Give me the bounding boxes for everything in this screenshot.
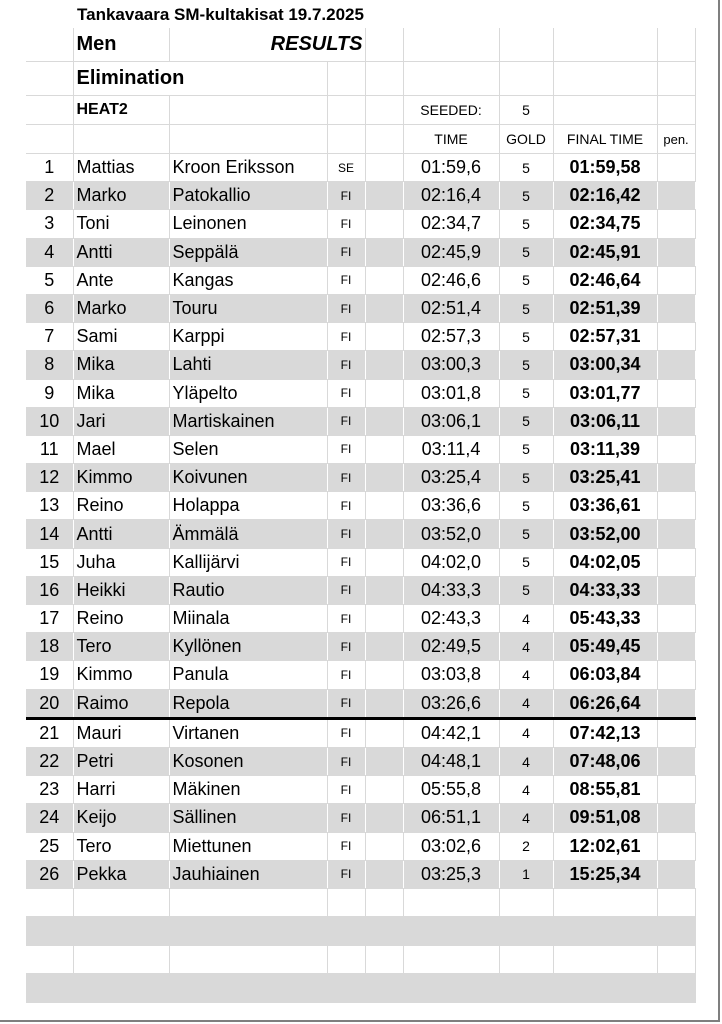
country-cell: FI (327, 210, 365, 238)
last-name-cell: Patokallio (169, 182, 327, 210)
first-name-cell: Tero (73, 633, 169, 661)
final-time-cell: 05:43,33 (553, 605, 657, 633)
country-cell: FI (327, 860, 365, 888)
time-cell: 02:51,4 (403, 294, 499, 322)
result-row (26, 605, 695, 633)
result-row (26, 435, 695, 463)
blank-cell (365, 661, 403, 689)
penalty-cell (657, 266, 695, 294)
first-name-cell: Mika (73, 379, 169, 407)
penalty-cell (657, 633, 695, 661)
result-row (26, 718, 695, 747)
rank-cell: 14 (26, 520, 73, 548)
last-name-cell: Koivunen (169, 464, 327, 492)
last-name-cell: Holappa (169, 492, 327, 520)
penalty-column-header: pen. (657, 125, 695, 154)
gold-cell: 5 (499, 266, 553, 294)
penalty-cell (657, 776, 695, 804)
last-name-cell: Kangas (169, 266, 327, 294)
seeded-label: SEEDED: (403, 96, 499, 125)
gold-cell: 1 (499, 860, 553, 888)
blank-cell (365, 689, 403, 718)
penalty-cell (657, 747, 695, 775)
rank-cell: 26 (26, 860, 73, 888)
result-row (26, 576, 695, 604)
rank-cell: 7 (26, 323, 73, 351)
penalty-cell (657, 689, 695, 718)
time-cell: 03:06,1 (403, 407, 499, 435)
first-name-cell: Antti (73, 238, 169, 266)
final-time-cell: 09:51,08 (553, 804, 657, 832)
time-cell: 06:51,1 (403, 804, 499, 832)
blank-cell (365, 832, 403, 860)
time-cell: 02:34,7 (403, 210, 499, 238)
time-cell: 04:33,3 (403, 576, 499, 604)
first-name-cell: Reino (73, 605, 169, 633)
time-cell: 02:46,6 (403, 266, 499, 294)
final-time-cell: 04:02,05 (553, 548, 657, 576)
result-row (26, 210, 695, 238)
blank-cell (365, 520, 403, 548)
final-time-cell: 02:57,31 (553, 323, 657, 351)
final-time-cell: 04:33,33 (553, 576, 657, 604)
last-name-cell: Jauhiainen (169, 860, 327, 888)
country-cell: FI (327, 182, 365, 210)
rank-cell: 20 (26, 689, 73, 718)
gold-cell: 5 (499, 435, 553, 463)
penalty-cell (657, 605, 695, 633)
header-table (26, 28, 696, 154)
gold-cell: 5 (499, 464, 553, 492)
penalty-cell (657, 351, 695, 379)
last-name-cell: Panula (169, 661, 327, 689)
first-name-cell: Mael (73, 435, 169, 463)
gold-cell: 4 (499, 689, 553, 718)
final-time-cell: 02:45,91 (553, 238, 657, 266)
last-name-cell: Karppi (169, 323, 327, 351)
gold-cell: 5 (499, 210, 553, 238)
blank-cell (365, 605, 403, 633)
first-name-cell: Kimmo (73, 661, 169, 689)
penalty-cell (657, 323, 695, 351)
last-name-cell: Selen (169, 435, 327, 463)
last-name-cell: Lahti (169, 351, 327, 379)
country-cell: SE (327, 154, 365, 182)
rank-cell: 4 (26, 238, 73, 266)
final-time-cell: 15:25,34 (553, 860, 657, 888)
country-cell: FI (327, 689, 365, 718)
time-cell: 03:25,4 (403, 464, 499, 492)
country-cell: FI (327, 238, 365, 266)
country-cell: FI (327, 266, 365, 294)
rank-cell: 16 (26, 576, 73, 604)
country-cell: FI (327, 435, 365, 463)
blank-cell (365, 294, 403, 322)
category-label: Men (73, 28, 169, 62)
last-name-cell: Kallijärvi (169, 548, 327, 576)
event-title: Tankavaara SM-kultakisat 19.7.2025 (77, 5, 364, 24)
last-name-cell: Martiskainen (169, 407, 327, 435)
time-cell: 03:02,6 (403, 832, 499, 860)
blank-cell (365, 492, 403, 520)
results-sheet (26, 0, 695, 1003)
penalty-cell (657, 804, 695, 832)
final-time-cell: 03:36,61 (553, 492, 657, 520)
final-time-cell: 02:51,39 (553, 294, 657, 322)
blank-cell (365, 804, 403, 832)
final-time-cell: 08:55,81 (553, 776, 657, 804)
first-name-cell: Raimo (73, 689, 169, 718)
rank-cell: 19 (26, 661, 73, 689)
blank-cell (365, 860, 403, 888)
last-name-cell: Miinala (169, 605, 327, 633)
penalty-cell (657, 379, 695, 407)
last-name-cell: Leinonen (169, 210, 327, 238)
last-name-cell: Kosonen (169, 747, 327, 775)
result-row (26, 464, 695, 492)
final-time-cell: 02:16,42 (553, 182, 657, 210)
time-cell: 05:55,8 (403, 776, 499, 804)
result-row (26, 860, 695, 888)
country-cell: FI (327, 294, 365, 322)
result-row (26, 182, 695, 210)
last-name-cell: Yläpelto (169, 379, 327, 407)
first-name-cell: Antti (73, 520, 169, 548)
result-row (26, 351, 695, 379)
country-cell: FI (327, 832, 365, 860)
blank-cell (365, 548, 403, 576)
last-name-cell: Kroon Eriksson (169, 154, 327, 182)
final-time-cell: 07:48,06 (553, 747, 657, 775)
rank-cell: 15 (26, 548, 73, 576)
country-cell: FI (327, 633, 365, 661)
result-row (26, 323, 695, 351)
final-time-cell: 12:02,61 (553, 832, 657, 860)
first-name-cell: Jari (73, 407, 169, 435)
time-cell: 03:01,8 (403, 379, 499, 407)
rank-cell: 21 (26, 718, 73, 747)
result-row (26, 379, 695, 407)
country-cell: FI (327, 747, 365, 775)
last-name-cell: Repola (169, 689, 327, 718)
final-time-cell: 06:03,84 (553, 661, 657, 689)
result-row (26, 492, 695, 520)
country-cell: FI (327, 520, 365, 548)
last-name-cell: Sällinen (169, 804, 327, 832)
country-cell: FI (327, 464, 365, 492)
round-label: Elimination (73, 62, 327, 96)
final-time-cell: 02:46,64 (553, 266, 657, 294)
gold-cell: 4 (499, 718, 553, 747)
penalty-cell (657, 860, 695, 888)
time-cell: 04:42,1 (403, 718, 499, 747)
final-time-cell: 03:25,41 (553, 464, 657, 492)
country-cell: FI (327, 804, 365, 832)
last-name-cell: Mäkinen (169, 776, 327, 804)
first-name-cell: Mauri (73, 718, 169, 747)
rank-cell: 12 (26, 464, 73, 492)
penalty-cell (657, 576, 695, 604)
first-name-cell: Petri (73, 747, 169, 775)
first-name-cell: Mattias (73, 154, 169, 182)
country-cell: FI (327, 661, 365, 689)
time-cell: 02:57,3 (403, 323, 499, 351)
rank-cell: 8 (26, 351, 73, 379)
rank-cell: 18 (26, 633, 73, 661)
first-name-cell: Kimmo (73, 464, 169, 492)
last-name-cell: Kyllönen (169, 633, 327, 661)
blank-cell (365, 182, 403, 210)
penalty-cell (657, 520, 695, 548)
rank-cell: 6 (26, 294, 73, 322)
gold-cell: 4 (499, 804, 553, 832)
rank-cell: 5 (26, 266, 73, 294)
time-cell: 03:03,8 (403, 661, 499, 689)
first-name-cell: Toni (73, 210, 169, 238)
time-cell: 01:59,6 (403, 154, 499, 182)
gold-cell: 5 (499, 154, 553, 182)
first-name-cell: Harri (73, 776, 169, 804)
seeded-value: 5 (499, 96, 553, 125)
results-label: RESULTS (169, 28, 365, 62)
first-name-cell: Ante (73, 266, 169, 294)
penalty-cell (657, 435, 695, 463)
empty-rows (26, 889, 696, 1003)
first-name-cell: Tero (73, 832, 169, 860)
final-time-cell: 06:26,64 (553, 689, 657, 718)
rank-cell: 9 (26, 379, 73, 407)
blank-cell (365, 747, 403, 775)
time-cell: 03:25,3 (403, 860, 499, 888)
blank-cell (365, 776, 403, 804)
time-cell: 02:16,4 (403, 182, 499, 210)
gold-cell: 4 (499, 605, 553, 633)
blank-cell (365, 210, 403, 238)
first-name-cell: Marko (73, 294, 169, 322)
country-cell: FI (327, 718, 365, 747)
time-cell: 03:26,6 (403, 689, 499, 718)
country-cell: FI (327, 379, 365, 407)
final-time-cell: 03:11,39 (553, 435, 657, 463)
gold-cell: 5 (499, 238, 553, 266)
rank-cell: 2 (26, 182, 73, 210)
first-name-cell: Mika (73, 351, 169, 379)
result-row (26, 238, 695, 266)
penalty-cell (657, 464, 695, 492)
blank-cell (365, 633, 403, 661)
blank-cell (365, 576, 403, 604)
penalty-cell (657, 294, 695, 322)
gold-cell: 5 (499, 351, 553, 379)
gold-cell: 5 (499, 407, 553, 435)
penalty-cell (657, 210, 695, 238)
heat-label: HEAT2 (73, 96, 169, 125)
rank-cell: 23 (26, 776, 73, 804)
last-name-cell: Miettunen (169, 832, 327, 860)
country-cell: FI (327, 576, 365, 604)
blank-cell (365, 238, 403, 266)
time-cell: 04:02,0 (403, 548, 499, 576)
penalty-cell (657, 154, 695, 182)
gold-cell: 5 (499, 323, 553, 351)
result-row (26, 548, 695, 576)
time-column-header: TIME (403, 125, 499, 154)
first-name-cell: Heikki (73, 576, 169, 604)
country-cell: FI (327, 323, 365, 351)
gold-cell: 5 (499, 548, 553, 576)
rank-cell: 22 (26, 747, 73, 775)
gold-cell: 5 (499, 294, 553, 322)
rank-cell: 13 (26, 492, 73, 520)
blank-cell (365, 464, 403, 492)
result-row (26, 520, 695, 548)
result-row (26, 776, 695, 804)
country-cell: FI (327, 548, 365, 576)
final-time-cell: 01:59,58 (553, 154, 657, 182)
penalty-cell (657, 548, 695, 576)
gold-cell: 5 (499, 520, 553, 548)
final-time-cell: 02:34,75 (553, 210, 657, 238)
penalty-cell (657, 407, 695, 435)
result-row (26, 294, 695, 322)
blank-cell (365, 323, 403, 351)
country-cell: FI (327, 605, 365, 633)
first-name-cell: Sami (73, 323, 169, 351)
first-name-cell: Marko (73, 182, 169, 210)
rank-cell: 1 (26, 154, 73, 182)
time-cell: 02:45,9 (403, 238, 499, 266)
gold-column-header: GOLD (499, 125, 553, 154)
country-cell: FI (327, 776, 365, 804)
gold-cell: 5 (499, 492, 553, 520)
first-name-cell: Juha (73, 548, 169, 576)
country-cell: FI (327, 351, 365, 379)
rank-cell: 10 (26, 407, 73, 435)
final-time-cell: 05:49,45 (553, 633, 657, 661)
gold-cell: 4 (499, 633, 553, 661)
blank-cell (365, 407, 403, 435)
first-name-cell: Reino (73, 492, 169, 520)
time-cell: 03:36,6 (403, 492, 499, 520)
gold-cell: 5 (499, 182, 553, 210)
blank-cell (365, 266, 403, 294)
rank-cell: 17 (26, 605, 73, 633)
gold-cell: 5 (499, 576, 553, 604)
first-name-cell: Pekka (73, 860, 169, 888)
results-table (26, 154, 696, 889)
penalty-cell (657, 492, 695, 520)
time-cell: 03:11,4 (403, 435, 499, 463)
blank-cell (365, 351, 403, 379)
blank-cell (365, 435, 403, 463)
penalty-cell (657, 182, 695, 210)
last-name-cell: Rautio (169, 576, 327, 604)
final-time-cell: 03:00,34 (553, 351, 657, 379)
final-time-column-header: FINAL TIME (553, 125, 657, 154)
penalty-cell (657, 238, 695, 266)
result-row (26, 689, 695, 718)
blank-cell (365, 718, 403, 747)
result-row (26, 266, 695, 294)
time-cell: 04:48,1 (403, 747, 499, 775)
last-name-cell: Ämmälä (169, 520, 327, 548)
gold-cell: 4 (499, 747, 553, 775)
country-cell: FI (327, 407, 365, 435)
result-row (26, 747, 695, 775)
blank-cell (365, 379, 403, 407)
result-row (26, 661, 695, 689)
rank-cell: 3 (26, 210, 73, 238)
country-cell: FI (327, 492, 365, 520)
result-row (26, 633, 695, 661)
penalty-cell (657, 661, 695, 689)
time-cell: 02:43,3 (403, 605, 499, 633)
result-row (26, 804, 695, 832)
result-row (26, 154, 695, 182)
last-name-cell: Touru (169, 294, 327, 322)
blank-cell (365, 154, 403, 182)
gold-cell: 2 (499, 832, 553, 860)
rank-cell: 24 (26, 804, 73, 832)
rank-cell: 11 (26, 435, 73, 463)
last-name-cell: Seppälä (169, 238, 327, 266)
result-row (26, 407, 695, 435)
rank-cell: 25 (26, 832, 73, 860)
penalty-cell (657, 718, 695, 747)
gold-cell: 5 (499, 379, 553, 407)
time-cell: 02:49,5 (403, 633, 499, 661)
time-cell: 03:00,3 (403, 351, 499, 379)
final-time-cell: 07:42,13 (553, 718, 657, 747)
result-row (26, 832, 695, 860)
gold-cell: 4 (499, 661, 553, 689)
final-time-cell: 03:01,77 (553, 379, 657, 407)
first-name-cell: Keijo (73, 804, 169, 832)
gold-cell: 4 (499, 776, 553, 804)
time-cell: 03:52,0 (403, 520, 499, 548)
final-time-cell: 03:06,11 (553, 407, 657, 435)
final-time-cell: 03:52,00 (553, 520, 657, 548)
last-name-cell: Virtanen (169, 718, 327, 747)
penalty-cell (657, 832, 695, 860)
